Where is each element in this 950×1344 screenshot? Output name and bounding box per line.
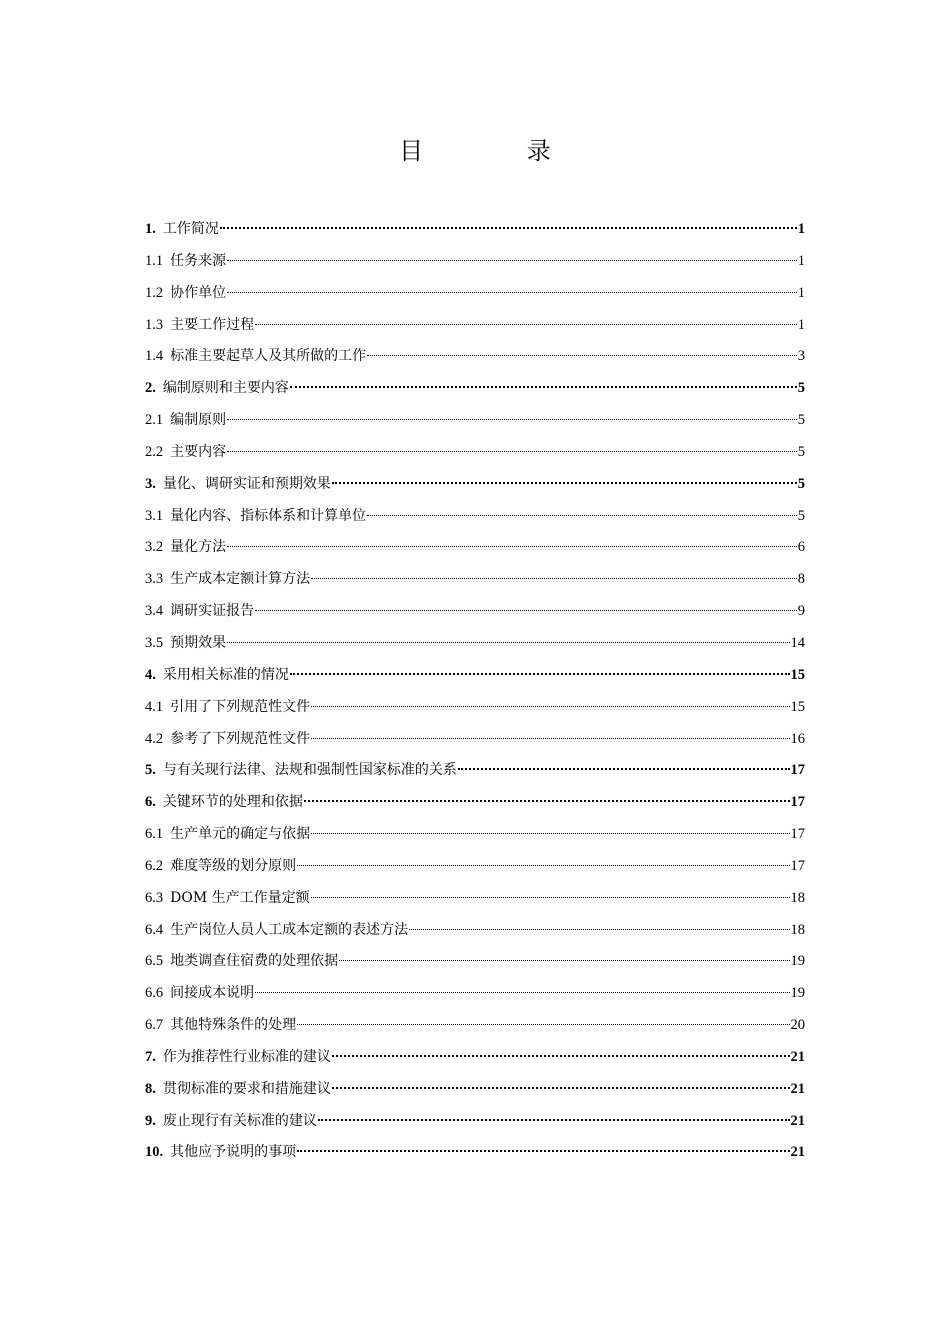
- toc-entry[interactable]: [145, 214, 805, 246]
- toc-entry[interactable]: [145, 278, 805, 310]
- toc-entry[interactable]: [145, 564, 805, 596]
- toc-entry-title: 量化内容、指标体系和计算单位: [170, 507, 367, 524]
- toc-entry[interactable]: [145, 692, 805, 724]
- toc-entry-number: 5.: [145, 762, 156, 779]
- toc-entry-title: 难度等级的划分原则: [170, 857, 297, 874]
- toc-entry-title: 标准主要起草人及其所做的工作: [170, 348, 367, 365]
- toc-entry[interactable]: [145, 437, 805, 469]
- toc-entry-page: 19: [790, 953, 805, 970]
- toc-dot-leader: [227, 292, 797, 293]
- toc-entry-number: 4.2: [145, 730, 164, 747]
- toc-dot-leader: [332, 1055, 790, 1057]
- toc-entry-page: 5: [797, 380, 805, 397]
- toc-entry-number: 10.: [145, 1144, 164, 1161]
- toc-entry-page: 20: [790, 1017, 805, 1034]
- toc-entry-title: 其他特殊条件的处理: [170, 1017, 297, 1034]
- toc-entry-number: 6.4: [145, 921, 164, 938]
- toc-entry-number: 6.7: [145, 1017, 164, 1034]
- toc-entry[interactable]: [145, 1042, 805, 1074]
- toc-dot-leader: [227, 546, 797, 547]
- toc-entry[interactable]: [145, 310, 805, 342]
- toc-dot-leader: [255, 324, 797, 325]
- toc-entry[interactable]: [145, 1137, 805, 1169]
- toc-entry-number: 3.2: [145, 539, 164, 556]
- toc-dot-leader: [339, 960, 789, 961]
- toc-entry-number: 1.1: [145, 252, 164, 269]
- toc-entry-title: 关键环节的处理和依据: [162, 794, 303, 811]
- toc-title: 目 录: [399, 137, 599, 165]
- toc-entry-page: 19: [790, 985, 805, 1002]
- toc-entry-page: 17: [790, 794, 805, 811]
- toc-entry-title: 其他应予说明的事项: [170, 1144, 297, 1161]
- toc-entry-title: 参考了下列规范性文件: [170, 730, 311, 747]
- toc-entry-title: 工作简况: [162, 221, 219, 237]
- toc-entry-page: 3: [797, 348, 805, 365]
- toc-dot-leader: [290, 673, 790, 675]
- toc-dot-leader: [255, 610, 797, 611]
- toc-dot-leader: [297, 1024, 789, 1025]
- toc-entry-title: 编制原则: [170, 412, 227, 429]
- toc-entry-page: 1: [797, 316, 805, 333]
- toc-entry-page: 6: [797, 539, 805, 556]
- toc-entry[interactable]: [145, 851, 805, 883]
- toc-entry-number: 4.1: [145, 698, 164, 715]
- toc-entry-page: 21: [790, 1112, 805, 1129]
- toc-entry[interactable]: [145, 501, 805, 533]
- toc-entry-page: 15: [790, 698, 805, 715]
- toc-entry-number: 6.5: [145, 953, 164, 970]
- toc-entry[interactable]: [145, 819, 805, 851]
- toc-entry-number: 3.1: [145, 507, 164, 524]
- toc-entry-page: 14: [790, 634, 805, 651]
- toc-entry[interactable]: [145, 1010, 805, 1042]
- toc-entry-number: 2.2: [145, 443, 164, 460]
- toc-entry-page: 21: [790, 1144, 805, 1161]
- toc-entry-page: 1: [797, 252, 805, 269]
- toc-dot-leader: [290, 386, 797, 388]
- toc-entry-number: 6.1: [145, 826, 164, 843]
- toc-entry[interactable]: [145, 946, 805, 978]
- toc-entry[interactable]: [145, 883, 805, 915]
- toc-entry-number: 6.3: [145, 889, 164, 906]
- toc-entry[interactable]: [145, 532, 805, 564]
- toc-dot-leader: [311, 578, 797, 579]
- toc-entry-title: 调研实证报告: [170, 603, 255, 620]
- toc-entry-number: 3.: [145, 475, 156, 492]
- toc-dot-leader: [332, 482, 797, 484]
- toc-entry[interactable]: [145, 1074, 805, 1106]
- toc-entry-title: 采用相关标准的情况: [162, 666, 289, 683]
- toc-dot-leader: [311, 833, 789, 834]
- toc-dot-leader: [367, 355, 797, 356]
- toc-entry-number: 8.: [145, 1080, 156, 1097]
- toc-dot-leader: [255, 992, 789, 993]
- toc-entry-page: 18: [790, 921, 805, 938]
- toc-entry[interactable]: [145, 628, 805, 660]
- toc-entry-title: 生产成本定额计算方法: [170, 571, 311, 588]
- toc-entry-title: 废止现行有关标准的建议: [162, 1112, 317, 1129]
- toc-entry-page: 8: [797, 571, 805, 588]
- toc-entry-page: 17: [790, 826, 805, 843]
- toc-entry-number: 6.6: [145, 985, 164, 1002]
- toc-entry-page: 5: [797, 507, 805, 524]
- toc-dot-leader: [227, 451, 797, 452]
- toc-entry-page: 17: [790, 857, 805, 874]
- toc-entry-number: 3.3: [145, 571, 164, 588]
- toc-dot-leader: [458, 768, 790, 770]
- toc-entry-title: 作为推荐性行业标准的建议: [162, 1048, 331, 1065]
- toc-entry[interactable]: [145, 1106, 805, 1138]
- toc-entry[interactable]: [145, 787, 805, 819]
- toc-entry-title: 贯彻标准的要求和措施建议: [162, 1080, 331, 1097]
- toc-dot-leader: [311, 706, 789, 707]
- toc-dot-leader: [318, 1119, 790, 1121]
- toc-entry-page: 16: [790, 730, 805, 747]
- toc-entry-title: 引用了下列规范性文件: [170, 698, 311, 715]
- toc-entry-number: 3.5: [145, 634, 164, 651]
- toc-entry-title: 主要工作过程: [170, 316, 255, 333]
- toc-list: [145, 214, 805, 1169]
- toc-entry-number: 2.1: [145, 412, 164, 429]
- toc-entry-page: 5: [797, 443, 805, 460]
- toc-entry[interactable]: [145, 246, 805, 278]
- toc-entry-page: 9: [797, 603, 805, 620]
- toc-entry-page: 5: [797, 412, 805, 429]
- toc-entry-number: 6.: [145, 794, 156, 811]
- toc-dot-leader: [409, 929, 789, 930]
- toc-dot-leader: [311, 738, 789, 739]
- toc-entry[interactable]: [145, 469, 805, 501]
- toc-entry-page: 1: [797, 284, 805, 301]
- toc-dot-leader: [367, 515, 797, 516]
- toc-dot-leader: [332, 1087, 790, 1089]
- toc-entry-number: 3.4: [145, 603, 164, 620]
- toc-entry[interactable]: [145, 915, 805, 947]
- toc-entry-title: 地类调查住宿费的处理依据: [170, 953, 339, 970]
- toc-entry[interactable]: [145, 724, 805, 756]
- toc-entry-page: 5: [797, 475, 805, 492]
- toc-entry-page: 17: [790, 762, 805, 779]
- toc-entry-page: 21: [790, 1048, 805, 1065]
- toc-entry-title: 主要内容: [170, 443, 227, 460]
- toc-entry-number: 1.3: [145, 316, 164, 333]
- toc-entry-number: 7.: [145, 1048, 156, 1065]
- toc-entry[interactable]: [145, 596, 805, 628]
- toc-entry-title: 量化、调研实证和预期效果: [162, 475, 331, 492]
- toc-entry[interactable]: [145, 978, 805, 1010]
- toc-entry-title: 间接成本说明: [170, 985, 255, 1002]
- toc-dot-leader: [227, 642, 789, 643]
- toc-entry-number: 1.2: [145, 284, 164, 301]
- toc-entry-title: 生产单元的确定与依据: [170, 826, 311, 843]
- toc-entry-title: 编制原则和主要内容: [162, 380, 289, 397]
- toc-entry-number: 4.: [145, 666, 156, 683]
- toc-entry-title: 生产岗位人员人工成本定额的表述方法: [170, 921, 409, 938]
- toc-dot-leader: [304, 800, 790, 802]
- toc-entry-title: 与有关现行法律、法规和强制性国家标准的关系: [162, 762, 457, 779]
- toc-entry[interactable]: [145, 373, 805, 405]
- toc-entry-page: 15: [790, 666, 805, 683]
- toc-entry-number: 6.2: [145, 857, 164, 874]
- toc-entry-number: 2.: [145, 380, 156, 397]
- toc-entry[interactable]: [145, 405, 805, 437]
- toc-entry[interactable]: [145, 341, 805, 373]
- toc-entry[interactable]: [145, 660, 805, 692]
- toc-entry-title: 协作单位: [170, 284, 227, 301]
- toc-dot-leader: [227, 260, 797, 261]
- toc-entry-title: 任务来源: [170, 252, 227, 269]
- toc-entry-page: 21: [790, 1080, 805, 1097]
- toc-dot-leader: [297, 1150, 789, 1152]
- toc-entry-title: 预期效果: [170, 634, 227, 651]
- toc-entry-page: 18: [790, 889, 805, 906]
- toc-entry-number: 9.: [145, 1112, 156, 1129]
- toc-entry-title: DOM 生产工作量定额: [170, 889, 310, 906]
- toc-entry-title: 量化方法: [170, 539, 227, 556]
- toc-dot-leader: [311, 897, 790, 898]
- toc-entry-page: 1: [797, 221, 805, 237]
- toc-dot-leader: [297, 865, 789, 866]
- toc-dot-leader: [227, 419, 797, 420]
- toc-entry-number: 1.4: [145, 348, 164, 365]
- toc-entry-number: 1.: [145, 221, 156, 237]
- toc-dot-leader: [220, 227, 797, 229]
- toc-entry[interactable]: [145, 755, 805, 787]
